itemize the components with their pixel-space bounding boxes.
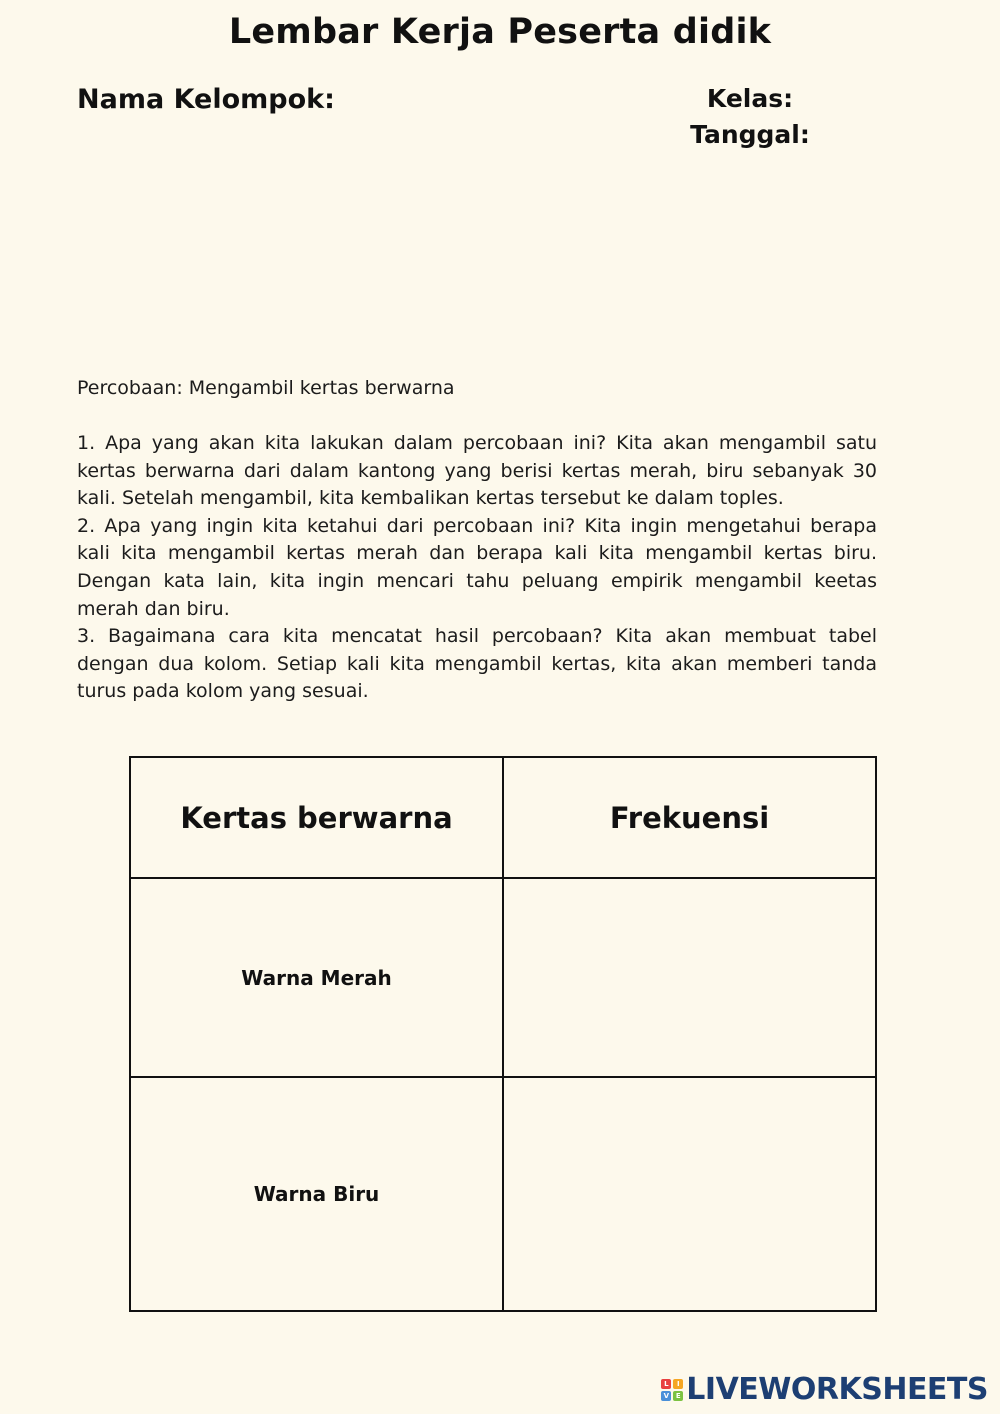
page-title: Lembar Kerja Peserta didik: [228, 12, 772, 52]
step-1: 1. Apa yang akan kita lakukan dalam percobaan ini? Kita akan mengambil satu kertas berwarna dari dalam kantong yang berisi kertas merah, biru sebanyak 30 kali. Setelah mengambil, kita kembalikan kertas tersebut ke dalam toples.: [77, 432, 877, 510]
step-2: 2. Apa yang ingin kita ketahui dari percobaan ini? Kita ingin mengetahui berapa kali kita mengambil kertas merah dan berapa kali kita mengambil kertas biru. Dengan kata lain, kita ingin mencari tahu peluang empirik mengambil keetas merah dan biru.: [77, 514, 877, 620]
logo-text: LIVEWORKSHEETS: [686, 1372, 988, 1407]
frequency-cell-red[interactable]: [503, 878, 876, 1077]
class-label: Kelas:: [706, 84, 794, 113]
table-row: [130, 878, 876, 1077]
frequency-cell-blue[interactable]: [503, 1077, 876, 1311]
logo-square-l: L: [661, 1379, 671, 1389]
logo-square-v: V: [661, 1391, 671, 1401]
logo-square-e: E: [673, 1391, 683, 1401]
row-label-red: Warna Merah: [130, 878, 503, 1077]
table-row: [130, 1077, 876, 1311]
logo-square-i: I: [673, 1379, 683, 1389]
header-colored-paper: Kertas berwarna: [130, 757, 503, 878]
date-label: Tanggal:: [690, 120, 810, 149]
logo-icon: [661, 1379, 683, 1401]
row-label-blue: Warna Biru: [130, 1077, 503, 1311]
group-name-label: Nama Kelompok:: [77, 84, 335, 115]
step-3: 3. Bagaimana cara kita mencatat hasil percobaan? Kita akan membuat tabel dengan dua kolom. Setiap kali kita mengambil kertas, kita akan memberi tanda turus pada kolom yang sesuai.: [77, 625, 877, 703]
frequency-table: [129, 756, 877, 1312]
liveworksheets-logo: [661, 1372, 988, 1407]
header-frequency: Frekuensi: [503, 757, 876, 878]
experiment-steps: [77, 430, 877, 706]
table-header-row: [130, 757, 876, 878]
experiment-title: Percobaan: Mengambil kertas berwarna: [77, 377, 455, 399]
